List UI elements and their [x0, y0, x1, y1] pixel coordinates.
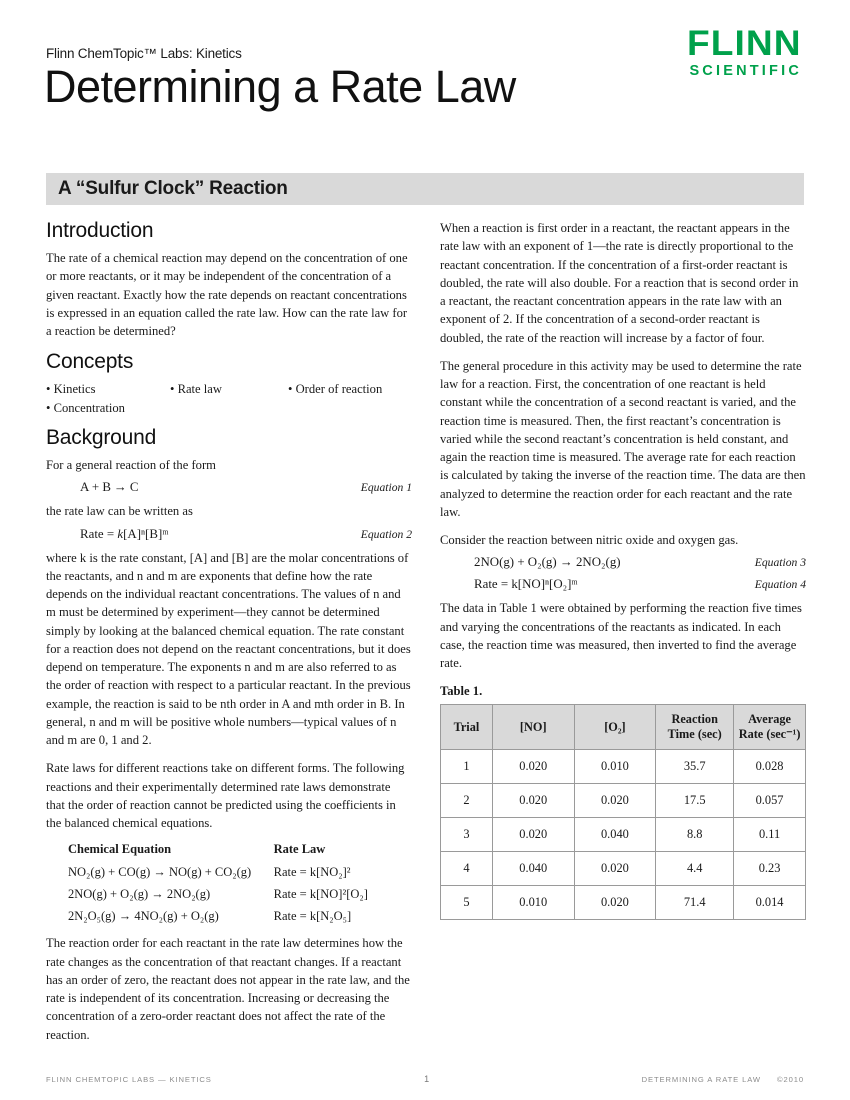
table-row	[441, 885, 806, 919]
cell-no: 0.020	[492, 749, 574, 783]
col-header-chemical-equation: Chemical Equation	[68, 842, 172, 857]
footer-right-code: ©2010	[776, 1075, 804, 1084]
equation-2-prefix: Rate =	[80, 526, 115, 541]
concept-label: Concentration	[53, 401, 125, 416]
cell-no: 0.020	[492, 817, 574, 851]
rate-law-cell: Rate = k[NO]²[O₂]	[273, 887, 368, 902]
cell-trial: 4	[441, 851, 493, 885]
cell-time: 8.8	[656, 817, 734, 851]
rate-constant-symbol: k	[117, 526, 124, 541]
flinn-scientific-logo	[689, 26, 802, 79]
masthead	[0, 0, 850, 160]
concept-item: • Concentration	[46, 401, 125, 416]
background-paragraph-2: where k is the rate constant, [A] and [B] are the molar concentrations of the reactants, and n and m are exponents that define how the rate depends on the individual reactant concentrations. The values of n and m must be determined by experiment—they cannot be determined simply by looking at the balanced chemical equation. The rate constant for a reaction does not depend on the reactant concentrations, but it does depend on temperature. The exponents n and m are also referred to as the order of reaction with respect to a particular reactant. In the previous example, the reaction is said to be nth order in A and mth order in B. In general, n and m will be positive whole numbers—typical values of n and m are 0, 1 and 2.	[46, 550, 411, 748]
equation-1-text	[46, 480, 361, 495]
heading-concepts: Concepts	[46, 350, 134, 374]
data-table	[440, 704, 806, 920]
cell-o2: 0.020	[574, 783, 656, 817]
concept-label: Kinetics	[53, 382, 96, 397]
equation-1-right: C	[129, 480, 139, 495]
cell-time: 17.5	[656, 783, 734, 817]
footer-right-group	[642, 1075, 804, 1084]
footer-page-number: 1	[424, 1074, 430, 1084]
cell-no: 0.020	[492, 783, 574, 817]
equation-table-row	[68, 887, 412, 902]
rate-law-cell: Rate = k[NO₂]²	[273, 865, 351, 880]
introduction-paragraph: The rate of a chemical reaction may depend on the concentration of one or more reactants, or it may be independent of the concentration of a given reactant. Exactly how the rate depends on reactant concentrations is expressed in an equation called the rate law. How can the rate law for a reaction be determined?	[46, 251, 408, 338]
rate-law-cell: Rate = k[N₂O₅]	[273, 909, 352, 924]
equation-4-row	[440, 577, 806, 592]
col-header-rate-law: Rate Law	[273, 842, 326, 857]
cell-trial: 2	[441, 783, 493, 817]
cell-time: 4.4	[656, 851, 734, 885]
background-paragraph-3: Rate laws for different reactions take on different forms. The following reactions and their experimentally determined rate laws demonstrate that the order of reaction cannot be predicted using the coefficients in the balanced chemical equations.	[46, 761, 405, 831]
chemical-equation-cell: 2N₂O₅(g) → 4NO₂(g) + O₂(g)	[68, 909, 219, 924]
concept-item: • Order of reaction	[288, 382, 383, 397]
equation-table-row	[68, 865, 412, 880]
cell-o2: 0.020	[574, 851, 656, 885]
cell-o2: 0.040	[574, 817, 656, 851]
equation-3-row	[440, 555, 806, 570]
subtitle-banner	[46, 173, 804, 205]
subtitle-text: A “Sulfur Clock” Reaction	[58, 178, 288, 199]
chemical-equation-table	[68, 842, 412, 924]
concept-item: • Rate law	[170, 382, 222, 397]
concept-label: Order of reaction	[295, 382, 383, 397]
equation-1-row	[46, 480, 412, 495]
equation-table-header	[68, 842, 412, 857]
page-footer	[46, 1074, 804, 1084]
cell-time: 71.4	[656, 885, 734, 919]
logo-scientific-wordmark: SCIENTIFIC	[689, 63, 802, 79]
equation-4-text: Rate = k[NO]ⁿ[O₂]ᵐ	[474, 577, 578, 592]
cell-trial: 1	[441, 749, 493, 783]
column-header-o2-concentration: [O₂]	[574, 705, 656, 750]
equation-3-label: Equation 3	[754, 556, 806, 570]
heading-background: Background	[46, 426, 157, 450]
column-header-reaction-time: Reaction Time (sec)	[656, 705, 734, 750]
concepts-list	[46, 380, 412, 418]
cell-rate: 0.23	[734, 851, 806, 885]
table-row	[441, 749, 806, 783]
background-mid-line: the rate law can be written as	[46, 504, 193, 519]
right-paragraph-3: Consider the reaction between nitric oxide and oxygen gas.	[440, 533, 739, 547]
background-paragraph-4: The reaction order for each reactant in the rate law determines how the rate changes as the concentration of that reactant changes. If a reactant has an order of zero, the reactant does not appear in the rate law, and the rate is independent of its concentration. Increasing or decreasing the concentration of a zero-order reactant does not affect the rate of the reaction.	[46, 936, 410, 1042]
right-paragraph-1: When a reaction is first order in a reactant, the reactant appears in the rate law with an exponent of 1—the rate is directly proportional to the reactant concentration. If the concentration of a first-order reactant is doubled, the rate will also double. For a reaction that is second order in a reactant, the reactant concentration appears in the rate law with an exponent of 2. If the concentration of a second-order reactant is doubled, the rate of the reaction will increase by a factor of four.	[440, 221, 799, 345]
cell-no: 0.010	[492, 885, 574, 919]
concept-item: • Kinetics	[46, 382, 96, 397]
series-kicker: Flinn ChemTopic™ Labs: Kinetics	[46, 46, 242, 61]
equation-1-label: Equation 1	[360, 481, 412, 495]
cell-rate: 0.028	[734, 749, 806, 783]
table-row	[441, 783, 806, 817]
cell-rate: 0.057	[734, 783, 806, 817]
table-header-row	[441, 705, 806, 750]
cell-rate: 0.11	[734, 817, 806, 851]
cell-o2: 0.020	[574, 885, 656, 919]
cell-no: 0.040	[492, 851, 574, 885]
cell-o2: 0.010	[574, 749, 656, 783]
column-header-trial: Trial	[441, 705, 493, 750]
concept-label: Rate law	[177, 382, 222, 397]
right-paragraph-2: The general procedure in this activity may be used to determine the rate law for a reaction. First, the concentration of one reactant is held constant while the concentration of a second reactant is varied, and the reaction time is measured. Then, the first reactant’s concentration is varied while the second reactant’s concentration is held constant, and again the reaction time is measured. The average rate for each reaction is calculated by taking the inverse of the reaction time. The data are then analyzed to determine the reaction order for each reactant and the rate law.	[440, 358, 806, 519]
left-column	[46, 219, 412, 1054]
two-column-body	[0, 205, 850, 1054]
footer-right-title: DETERMINING A RATE LAW	[641, 1075, 761, 1084]
heading-introduction: Introduction	[46, 219, 154, 242]
table-caption: Table 1.	[440, 684, 483, 699]
background-intro-line: For a general reaction of the form	[46, 458, 216, 473]
cell-time: 35.7	[656, 749, 734, 783]
cell-trial: 3	[441, 817, 493, 851]
cell-trial: 5	[441, 885, 493, 919]
page-title: Determining a Rate Law	[44, 61, 516, 112]
column-header-average-rate: Average Rate (sec⁻¹)	[734, 705, 806, 750]
reaction-arrow-icon: →	[113, 480, 127, 495]
equation-3-text: 2NO(g) + O₂(g) → 2NO₂(g)	[474, 555, 621, 570]
table-row	[441, 817, 806, 851]
equation-2-label: Equation 2	[360, 527, 412, 541]
equation-table-row	[68, 909, 412, 924]
equation-2-expression: [A]ⁿ[B]ᵐ	[123, 526, 169, 541]
equation-1-left: A + B	[80, 480, 111, 495]
chemical-equation-cell: 2NO(g) + O₂(g) → 2NO₂(g)	[68, 887, 211, 902]
footer-left-text: FLINN CHEMTOPIC LABS — KINETICS	[46, 1075, 212, 1084]
logo-flinn-wordmark: FLINN	[687, 24, 802, 63]
column-header-no-concentration: [NO]	[492, 705, 574, 750]
equation-4-label: Equation 4	[754, 578, 806, 592]
right-paragraph-4: The data in Table 1 were obtained by performing the reaction five times and varying the concentrations of the reactants as indicated. In each case, the reaction time was measured, then inverted to find the average rate.	[440, 601, 802, 670]
right-column	[440, 219, 806, 1054]
chemical-equation-cell: NO₂(g) + CO(g) → NO(g) + CO₂(g)	[68, 865, 252, 880]
table-row	[441, 851, 806, 885]
equation-2-row	[46, 527, 412, 542]
equation-2-text	[46, 527, 361, 542]
cell-rate: 0.014	[734, 885, 806, 919]
